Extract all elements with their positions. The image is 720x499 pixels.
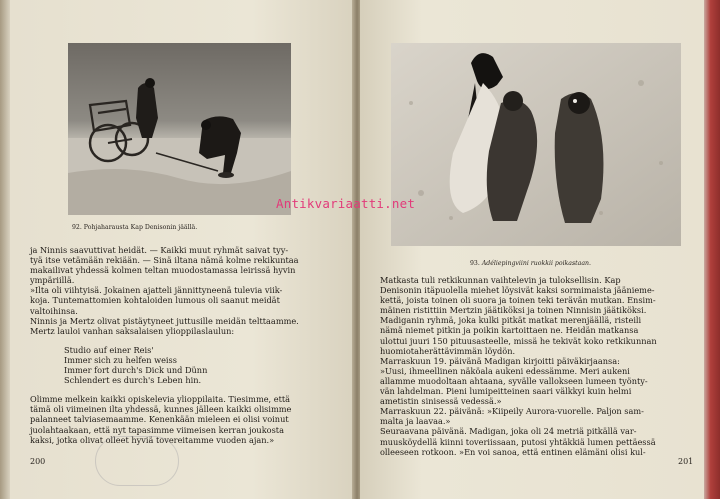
verse-line: Schlendert es durch's Leben hin. [64, 375, 202, 386]
text-line: valtoihinsa. [30, 305, 78, 316]
verse-line: Studio auf einer Reis' [64, 344, 154, 355]
text-line: Matkasta tuli retkikunnan vaihtelevin ja tuloksellisin. Kap [380, 275, 621, 285]
text-line: Olimme melkein kaikki opiskelevia ylioppilaita. Tiesimme, että [30, 394, 291, 405]
right-body-text [380, 275, 657, 457]
text-line: allamme muodoltaan ahtaana, syvälle vallokseen lumeen työnty- [380, 375, 648, 386]
text-line: tämä oli viimeinen ilta yhdessä, kunnes jälleen kaikki olisimme [30, 404, 292, 415]
text-line: vän lahdelman. Pieni lumipeitteinen saari välkkyi kuin helmi [380, 386, 632, 397]
text-line: mäinen ristittiin Mertzin jäätiköksi ja toinen Ninnisin jäätiköksi. [380, 305, 647, 316]
book-edge-right [704, 0, 720, 499]
text-line: kaksi, jotka olivat olleet hyviä tovereitamme vuoden ajan.» [30, 434, 275, 445]
page-number-left: 200 [30, 457, 46, 466]
text-line: kettä, joista toinen oli suora ja toinen teki terävän mutkan. Ensim- [380, 295, 656, 306]
text-line: Ninnis ja Mertz olivat pistäytyneet juttusille meidän telttaamme. [30, 315, 299, 326]
caption-number: 93. [470, 260, 480, 267]
text-line: Madiganin ryhmä, joka kulki pitkät matkat merenjäällä, risteili [380, 315, 642, 326]
left-page [10, 0, 355, 499]
photo-adelie-penguin-feeding-chick [391, 43, 681, 246]
text-line: Mertz lauloi vanhan saksalaisen ylioppilaslaulun: [30, 325, 235, 336]
text-line: Marraskuun 19. päivänä Madigan kirjoitti päiväkirjaansa: [380, 355, 620, 366]
page-number-right: 201 [678, 457, 694, 466]
text-line: Seuraavana päivänä. Madigan, joka oli 24 metriä pitkällä var- [380, 426, 637, 437]
right-page [360, 0, 705, 499]
text-line: malta ja laavaa.» [380, 416, 451, 427]
text-line: olleeseen rotkoon. »En voi sanoa, että entinen elämäni olisi kul- [380, 446, 646, 457]
text-line: koja. Tuntemattomien kohtaloiden lumous oli saanut meidät [30, 295, 280, 306]
watermark-text: Antikvariaatti.net [276, 196, 416, 211]
text-line: Denisonin itäpuolella miehet löysivät kaksi sormimaista jäänieme- [380, 285, 655, 296]
text-line: tyä itse vetämään rekiään. — Sinä iltana nämä kolme rekikuntaa [30, 255, 299, 266]
text-line: ympäriillä. [30, 275, 75, 286]
photo-caption-right [470, 260, 591, 267]
faded-library-stamp [95, 436, 179, 486]
text-line: ametistin sinisessä vedessä.» [380, 396, 502, 407]
left-body-text [30, 245, 299, 445]
text-line: Marraskuun 22. päivänä: »Kiipeily Aurora-vuorelle. Paljon sam- [380, 406, 644, 417]
text-line: »Ilta oli viihtyisä. Jokainen ajatteli jännittyneenä tulevia viik- [30, 285, 283, 296]
caption-text: Adéliepingviini ruokkii poikastaan. [481, 260, 591, 267]
text-line: ulottui juuri 150 pituusasteelle, missä he tekivät koko retkikunnan [380, 335, 657, 346]
text-line: juolahtaakaan, että nyt tapasimme viimeisen kerran joukosta [30, 424, 284, 435]
text-line: huomiotaherättävimmän löydön. [380, 345, 516, 356]
verse-line: Immer sich zu helfen weiss [64, 354, 177, 365]
text-line: nämä niemet pitkin ja poikin kartoittaen ne. Heidän matkansa [380, 325, 639, 336]
photo-sledging-kap-denison [68, 43, 291, 215]
photo-caption-left: 92. Pohjaharausta Kap Denisonin jäällä. [72, 224, 198, 231]
text-line: muusköydellä kiinni toveriissaan, putosi yhtäkkiä lumen pettäessä [380, 436, 656, 447]
text-line: ja Ninnis saavuttivat heidät. — Kaikki muut ryhmät saivat tyy- [30, 245, 289, 255]
book-edge-left [0, 0, 10, 499]
text-line: palanneet talviasemaamme. Kenenkään mieleen ei olisi voinut [30, 414, 289, 425]
verse-line: Immer fort durch's Dick und Dünn [64, 365, 208, 376]
text-line: »Uusi, ihmeellinen näköala aukeni edessämme. Meri aukeni [380, 365, 630, 376]
text-line: makailivat yhdessä kolmen teltan muodostamassa leirissä hyvin [30, 265, 296, 276]
